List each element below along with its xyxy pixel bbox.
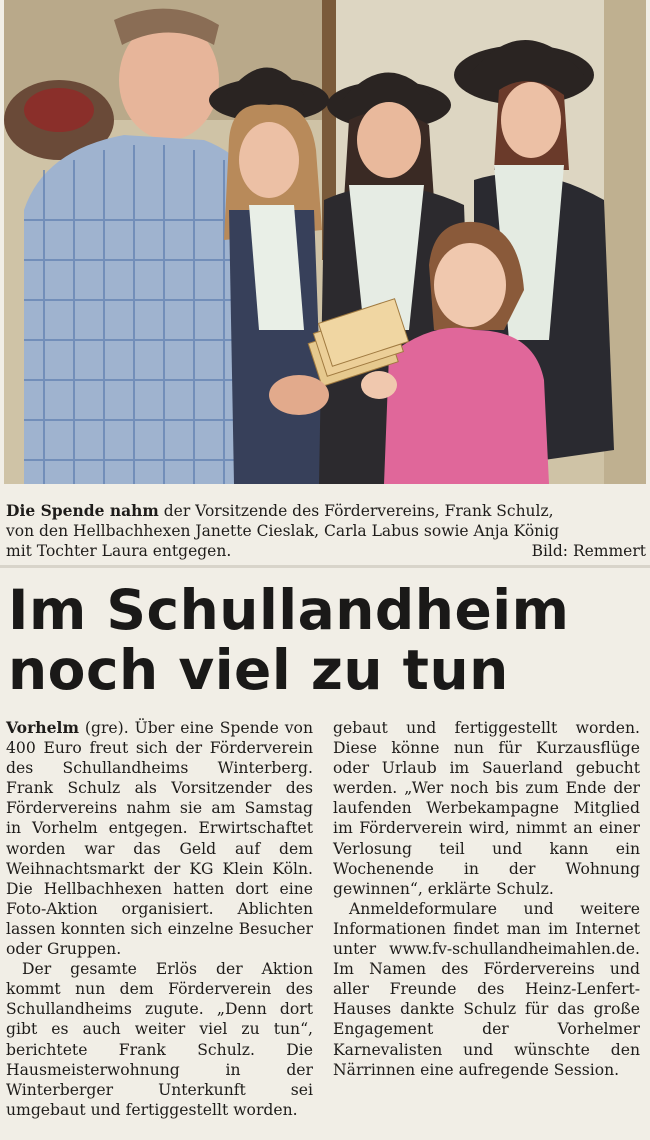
caption-line-3-text: mit Tochter Laura entgegen. [6,542,232,560]
headline-line-2: noch viel zu tun [8,638,509,702]
paragraph-2: Der gesamte Erlös der Aktion kommt nun dem Förderverein des Schullandheims zugute. „Denn dort gibt es auch weiter viel zu tun“, berichtete Frank Schulz. Die Hausmeisterwohnung in der Winterberger Unterkunft sei umgebaut und fertiggestellt worden. [6,960,313,1119]
paragraph-3: Anmeldeformulare und weitere Informationen findet man im Internet unter www.fv-schullandheimahlen.de. Im Namen des Fördervereins und aller Freunde des Heinz-Lenfert-Hauses dankte Schulz für das große Engagement der Vorhelmer Karnevalisten und wünschte den Närrinnen eine aufregende Session. [333,899,640,1079]
dateline: Vorhelm [6,718,79,737]
caption-line-1-rest: der Vorsitzende des Fördervereins, Frank Schulz, [158,502,554,520]
article-column-left [6,718,313,1120]
caption-line-3 [6,541,646,561]
caption-line-1 [6,501,646,521]
article-column-right [333,718,640,1080]
article-photo [4,0,646,484]
caption-lead: Die Spende nahm [6,501,159,520]
paragraph-1-text: (gre). Über eine Spende von 400 Euro freut sich der Förderverein des Schullandheims Winterberg. Frank Schulz als Vorsitzender des Fördervereins nahm sie am Samstag in Vorhelm entgegen. Erwirtschaftet worden war das Geld auf dem Weihnachtsmarkt der KG Klein Köln. Die Hellbachhexen hatten dort eine Foto-Aktion organisiert. Ablichten lassen konnten sich einzelne Besucher oder Gruppen. [6,719,313,959]
headline-line-1: Im Schullandheim [8,578,570,642]
divider [0,565,650,568]
photo-credit: Bild: Remmert [531,542,646,560]
caption-line-2: von den Hellbachhexen Janette Cieslak, Carla Labus sowie Anja König [6,522,560,540]
photo-illustration [4,0,646,484]
photo-caption [6,501,646,561]
article-headline [8,580,644,700]
paragraph-1 [6,718,313,959]
paragraph-2-continued: gebaut und fertiggestellt worden. Diese könne nun für Kurzausflüge oder Urlaub im Sauerland gebucht werden. „Wer noch bis zum Ende der laufenden Werbekampagne Mitglied im Förderverein wird, nimmt an einer Verlosung teil und kann ein Wochenende in der Wohnung gewinnen“, erklärte Schulz. [333,719,640,898]
